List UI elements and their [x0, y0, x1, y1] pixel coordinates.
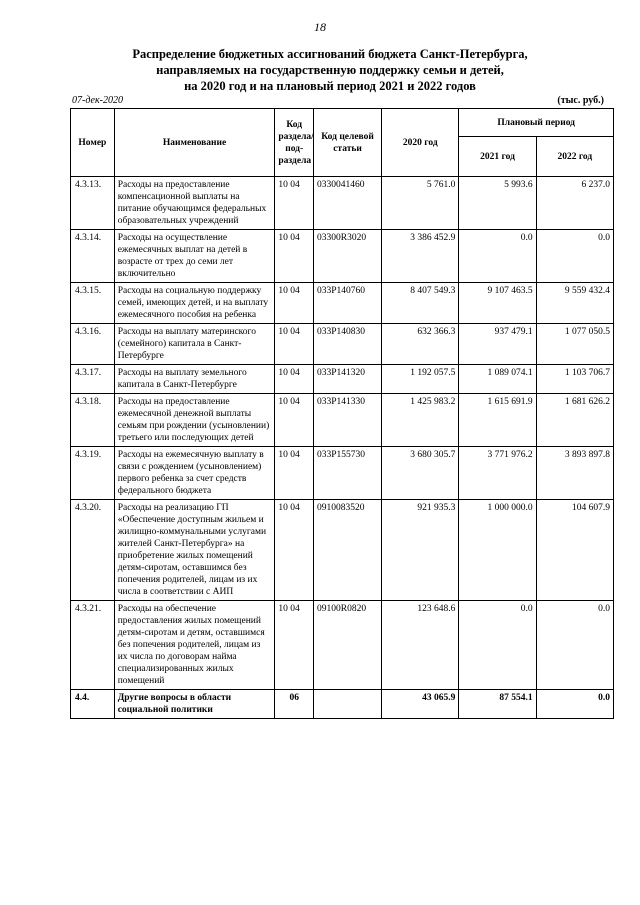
row-value-2022: 0.0: [536, 690, 613, 719]
header-plan-period: Плановый период: [459, 109, 614, 137]
row-name: Расходы на социальную поддержку семей, имеющих детей, и на выплату ежемесячного пособия на ребенка: [114, 283, 275, 324]
table-row: [71, 177, 614, 230]
table-row: [71, 447, 614, 500]
table-row: [71, 500, 614, 601]
row-value-2022: 1 103 706.7: [536, 365, 613, 394]
row-number: 4.3.16.: [71, 324, 115, 365]
row-value-2022: 0.0: [536, 601, 613, 690]
header-2020: 2020 год: [382, 109, 459, 177]
title-line-2: направляемых на государственную поддержку семьи и детей,: [156, 63, 504, 77]
row-article-code: 0910083520: [314, 500, 382, 601]
row-value-2022: 1 681 626.2: [536, 394, 613, 447]
title-line-3: на 2020 год и на плановый период 2021 и 2022 годов: [184, 79, 476, 93]
row-value-2021: 1 615 691.9: [459, 394, 536, 447]
row-section-code: 06: [275, 690, 314, 719]
row-section-code: 10 04: [275, 394, 314, 447]
row-section-code: 10 04: [275, 177, 314, 230]
row-number: 4.3.13.: [71, 177, 115, 230]
row-value-2021: 1 000 000.0: [459, 500, 536, 601]
row-value-2020: 3 386 452.9: [382, 230, 459, 283]
row-value-2020: 3 680 305.7: [382, 447, 459, 500]
row-section-code: 10 04: [275, 500, 314, 601]
page-number: 18: [314, 20, 326, 34]
header-2021: 2021 год: [459, 137, 536, 177]
row-name: Расходы на реализацию ГП «Обеспечение доступным жильем и жилищно-коммунальными услугами жителей Санкт-Петербурга» на приобретение жилых помещений детям-сиротам, оставшимся без попечения родителей, лицам из их числа в соответствии с АИП: [114, 500, 275, 601]
header-section-code: Код раздела/ под-раздела: [275, 109, 314, 177]
row-article-code: [314, 690, 382, 719]
row-value-2021: 0.0: [459, 230, 536, 283]
units-label: (тыс. руб.): [557, 95, 604, 106]
row-article-code: 03300R3020: [314, 230, 382, 283]
row-value-2021: 5 993.6: [459, 177, 536, 230]
document-title: [60, 46, 600, 94]
row-value-2020: 123 648.6: [382, 601, 459, 690]
row-section-code: 10 04: [275, 283, 314, 324]
row-value-2022: 104 607.9: [536, 500, 613, 601]
row-value-2021: 3 771 976.2: [459, 447, 536, 500]
header-name: Наименование: [114, 109, 275, 177]
table-row: [71, 690, 614, 719]
row-number: 4.3.21.: [71, 601, 115, 690]
document-date: 07-дек-2020: [72, 95, 123, 106]
row-number: 4.3.20.: [71, 500, 115, 601]
row-name: Расходы на осуществление ежемесячных выплат на детей в возрасте от трех до семи лет включительно: [114, 230, 275, 283]
row-number: 4.3.18.: [71, 394, 115, 447]
row-value-2021: 1 089 074.1: [459, 365, 536, 394]
row-value-2020: 632 366.3: [382, 324, 459, 365]
budget-table: [70, 108, 614, 719]
row-value-2020: 921 935.3: [382, 500, 459, 601]
row-name: Расходы на предоставление компенсационной выплаты на питание обучающимся федеральных образовательных учреждений: [114, 177, 275, 230]
row-section-code: 10 04: [275, 447, 314, 500]
row-section-code: 10 04: [275, 365, 314, 394]
row-value-2020: 1 425 983.2: [382, 394, 459, 447]
row-number: 4.3.19.: [71, 447, 115, 500]
row-value-2022: 9 559 432.4: [536, 283, 613, 324]
row-value-2022: 3 893 897.8: [536, 447, 613, 500]
row-name: Расходы на предоставление ежемесячной денежной выплаты семьям при рождении (усыновлении) третьего или последующих детей: [114, 394, 275, 447]
row-article-code: 033P140830: [314, 324, 382, 365]
row-article-code: 09100R0820: [314, 601, 382, 690]
table-row: [71, 283, 614, 324]
row-value-2021: 0.0: [459, 601, 536, 690]
table-row: [71, 365, 614, 394]
row-value-2021: 87 554.1: [459, 690, 536, 719]
row-value-2020: 1 192 057.5: [382, 365, 459, 394]
table-row: [71, 230, 614, 283]
row-section-code: 10 04: [275, 601, 314, 690]
row-value-2020: 5 761.0: [382, 177, 459, 230]
row-name: Расходы на обеспечение предоставления жилых помещений детям-сиротам и детям, оставшимся без попечения родителей, лицам из их числа по договорам найма специализированных жилых помещений: [114, 601, 275, 690]
header-2022: 2022 год: [536, 137, 613, 177]
row-name: Расходы на выплату материнского (семейного) капитала в Санкт-Петербурге: [114, 324, 275, 365]
row-name: Расходы на выплату земельного капитала в Санкт-Петербурге: [114, 365, 275, 394]
row-section-code: 10 04: [275, 324, 314, 365]
row-name: Расходы на ежемесячную выплату в связи с рождением (усыновлением) первого ребенка за счет средств федерального бюджета: [114, 447, 275, 500]
row-value-2022: 6 237.0: [536, 177, 613, 230]
header-number: Номер: [71, 109, 115, 177]
table-row: [71, 601, 614, 690]
row-value-2020: 8 407 549.3: [382, 283, 459, 324]
table-row: [71, 394, 614, 447]
row-article-code: 033P141330: [314, 394, 382, 447]
row-number: 4.3.17.: [71, 365, 115, 394]
row-article-code: 033P141320: [314, 365, 382, 394]
row-value-2022: 1 077 050.5: [536, 324, 613, 365]
row-name: Другие вопросы в области социальной политики: [114, 690, 275, 719]
row-value-2021: 937 479.1: [459, 324, 536, 365]
header-article-code: Код целевой статьи: [314, 109, 382, 177]
row-number: 4.3.14.: [71, 230, 115, 283]
row-number: 4.4.: [71, 690, 115, 719]
row-article-code: 033P155730: [314, 447, 382, 500]
row-value-2022: 0.0: [536, 230, 613, 283]
row-article-code: 0330041460: [314, 177, 382, 230]
row-article-code: 033P140760: [314, 283, 382, 324]
title-line-1: Распределение бюджетных ассигнований бюджета Санкт-Петербурга,: [132, 47, 528, 61]
row-number: 4.3.15.: [71, 283, 115, 324]
table-row: [71, 324, 614, 365]
row-section-code: 10 04: [275, 230, 314, 283]
row-value-2021: 9 107 463.5: [459, 283, 536, 324]
row-value-2020: 43 065.9: [382, 690, 459, 719]
